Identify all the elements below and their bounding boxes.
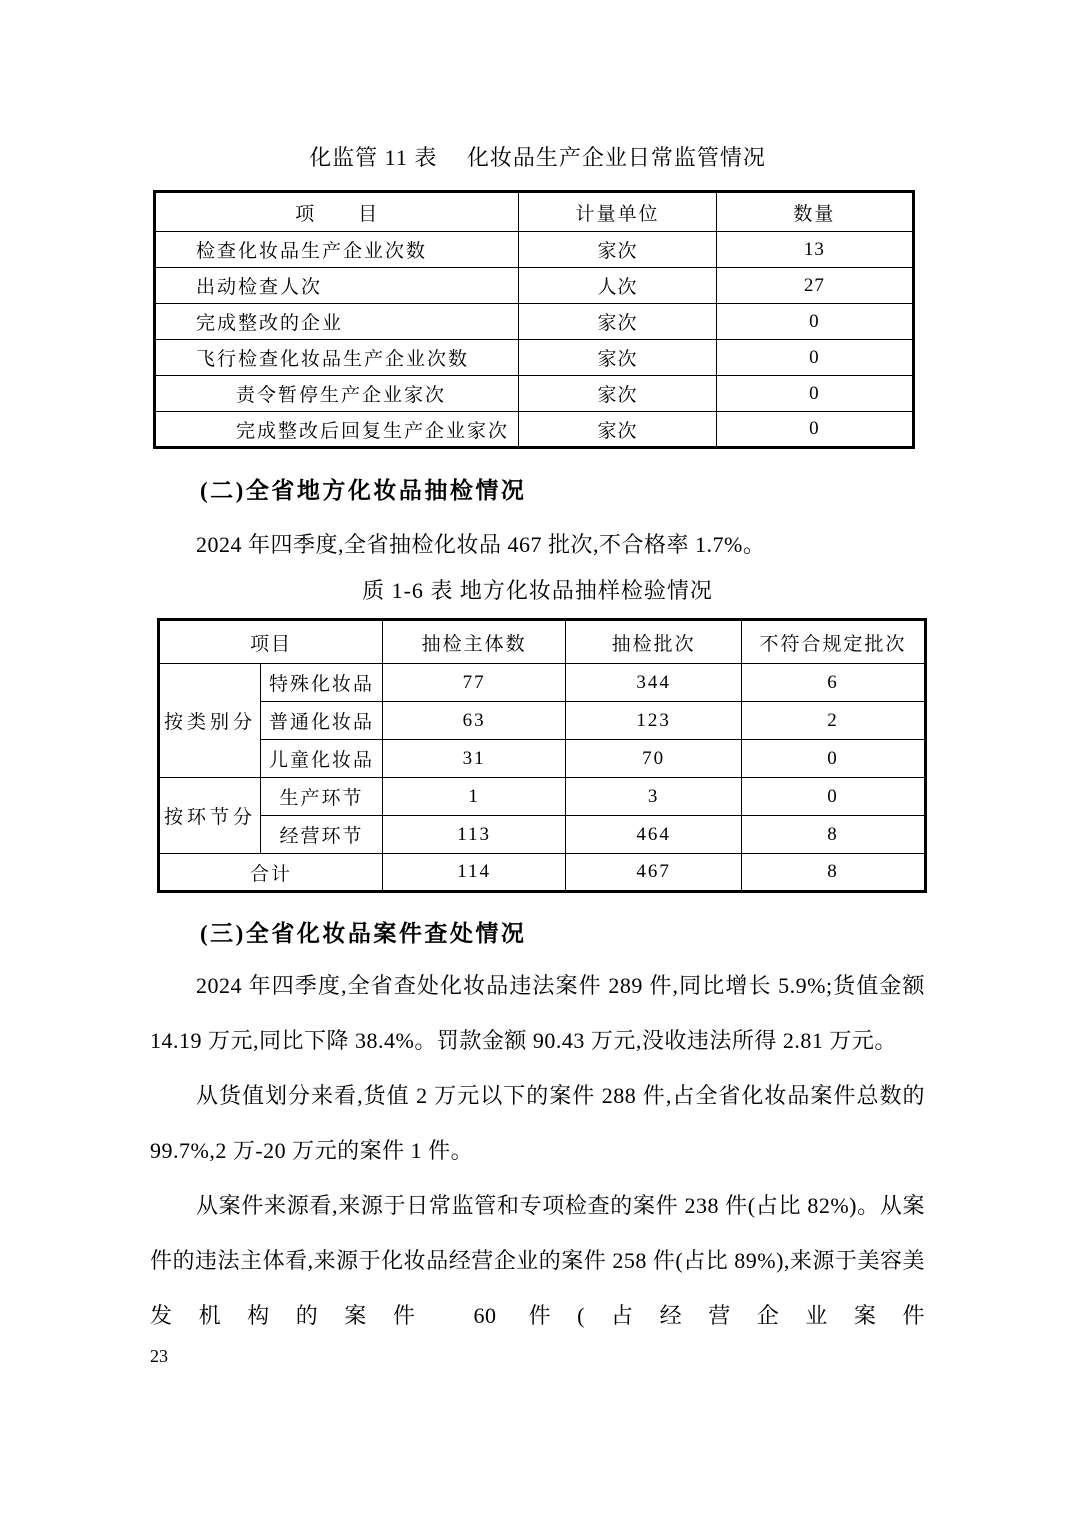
cell-item: 检查化妆品生产企业次数 xyxy=(155,232,519,268)
table-row xyxy=(159,664,926,702)
cell-unit: 家次 xyxy=(519,232,716,268)
cell-item: 出动检查人次 xyxy=(155,268,519,304)
cell-group-by-category: 按类别分 xyxy=(159,664,261,778)
cell-unit: 人次 xyxy=(519,268,716,304)
cell-unit: 家次 xyxy=(519,412,716,448)
cell-value: 0 xyxy=(716,376,913,412)
cell-batches: 467 xyxy=(566,854,742,892)
cell-batches: 3 xyxy=(566,778,742,816)
cell-value: 0 xyxy=(716,340,913,376)
table-row xyxy=(159,740,926,778)
table2-header-batches: 抽检批次 xyxy=(566,620,742,664)
table-row xyxy=(155,376,914,412)
cell-batches: 123 xyxy=(566,702,742,740)
section2-paragraph: 2024 年四季度,全省抽检化妆品 467 批次,不合格率 1.7%。 xyxy=(196,532,766,557)
page-number: 23 xyxy=(150,1346,168,1366)
table1-header-unit: 计量单位 xyxy=(519,192,716,232)
cell-subjects: 31 xyxy=(382,740,565,778)
table-row xyxy=(155,268,914,304)
table1-caption: 化监管 11 表 化妆品生产企业日常监管情况 xyxy=(309,145,766,170)
cell-item: 完成整改后回复生产企业家次 xyxy=(155,412,519,448)
cell-unit: 家次 xyxy=(519,304,716,340)
table2-header-item: 项目 xyxy=(159,620,383,664)
cell-subcategory: 特殊化妆品 xyxy=(261,664,383,702)
cell-batches: 70 xyxy=(566,740,742,778)
table-row xyxy=(159,778,926,816)
table-row xyxy=(155,340,914,376)
table-row xyxy=(155,304,914,340)
cell-value: 0 xyxy=(716,412,913,448)
table1-header-row xyxy=(155,192,914,232)
cell-value: 0 xyxy=(716,304,913,340)
section3-heading: (三)全省化妆品案件查处情况 xyxy=(200,921,527,946)
table-row xyxy=(159,816,926,854)
cell-subjects: 114 xyxy=(382,854,565,892)
cell-subjects: 1 xyxy=(382,778,565,816)
section3-paragraph-3: 从案件来源看,来源于日常监管和专项检查的案件 238 件(占比 82%)。从案件的违法主体看,来源于化妆品经营企业的案件 258 件(占比 89%),来源于美容美发机构的案件 60 件(占经营企业案件 xyxy=(150,1193,925,1328)
table2-caption: 质 1-6 表 地方化妆品抽样检验情况 xyxy=(362,578,713,603)
table-row xyxy=(155,412,914,448)
cell-subjects: 77 xyxy=(382,664,565,702)
table-total-row xyxy=(159,854,926,892)
cell-subjects: 113 xyxy=(382,816,565,854)
table-row xyxy=(155,232,914,268)
cell-nonconforming: 2 xyxy=(741,702,925,740)
cell-unit: 家次 xyxy=(519,376,716,412)
section3-paragraph-2: 从货值划分来看,货值 2 万元以下的案件 288 件,占全省化妆品案件总数的 99.7%,2 万-20 万元的案件 1 件。 xyxy=(150,1083,925,1163)
table1-header-item: 项 目 xyxy=(155,192,519,232)
cell-item: 飞行检查化妆品生产企业次数 xyxy=(155,340,519,376)
cell-nonconforming: 8 xyxy=(741,854,925,892)
section3-paragraph-1: 2024 年四季度,全省查处化妆品违法案件 289 件,同比增长 5.9%;货值金额 14.19 万元,同比下降 38.4%。罚款金额 90.43 万元,没收违法所得 2.81 万元。 xyxy=(150,973,925,1053)
cell-subjects: 63 xyxy=(382,702,565,740)
cell-batches: 464 xyxy=(566,816,742,854)
table2-header-row xyxy=(159,620,926,664)
cell-unit: 家次 xyxy=(519,340,716,376)
cell-subcategory: 经营环节 xyxy=(261,816,383,854)
cell-nonconforming: 8 xyxy=(741,816,925,854)
section2-heading: (二)全省地方化妆品抽检情况 xyxy=(200,478,527,503)
cell-subcategory: 普通化妆品 xyxy=(261,702,383,740)
cell-nonconforming: 6 xyxy=(741,664,925,702)
table2-header-nonconforming: 不符合规定批次 xyxy=(741,620,925,664)
cell-subcategory: 生产环节 xyxy=(261,778,383,816)
cell-total-label: 合计 xyxy=(159,854,383,892)
table2-sampling-inspection xyxy=(157,618,927,893)
cell-item: 完成整改的企业 xyxy=(155,304,519,340)
table1-daily-supervision xyxy=(153,190,915,449)
cell-group-by-stage: 按环节分 xyxy=(159,778,261,854)
table2-header-subjects: 抽检主体数 xyxy=(382,620,565,664)
cell-batches: 344 xyxy=(566,664,742,702)
cell-item: 责令暂停生产企业家次 xyxy=(155,376,519,412)
cell-nonconforming: 0 xyxy=(741,740,925,778)
cell-nonconforming: 0 xyxy=(741,778,925,816)
table-row xyxy=(159,702,926,740)
table1-header-quantity: 数量 xyxy=(716,192,913,232)
cell-subcategory: 儿童化妆品 xyxy=(261,740,383,778)
cell-value: 13 xyxy=(716,232,913,268)
cell-value: 27 xyxy=(716,268,913,304)
